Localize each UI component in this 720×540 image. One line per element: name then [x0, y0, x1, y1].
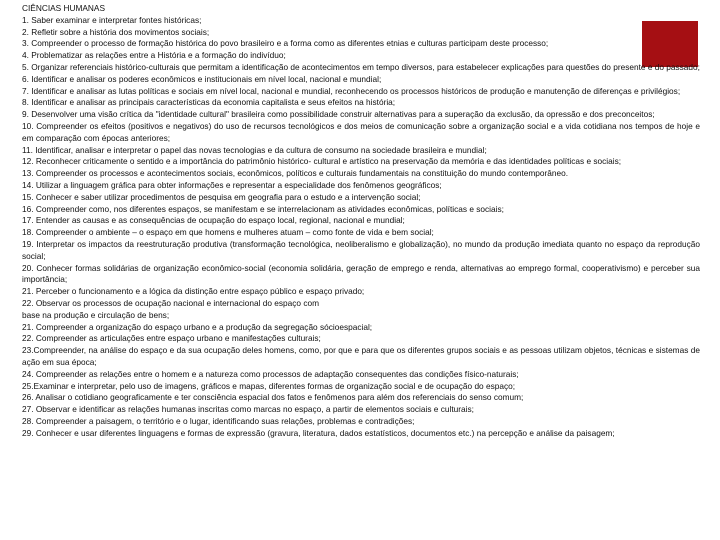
- list-item: 29. Conhecer e usar diferentes linguagens e formas de expressão (gravura, literatura, dados estatísticos, documentos etc.) na percepção e análise da paisagem;: [22, 427, 615, 438]
- list-item: 24. Compreender as relações entre o homem e a natureza como processos de adaptação consequentes das condições físico-naturais;: [22, 368, 519, 379]
- list-item: 22. Observar os processos de ocupação nacional e internacional do espaço com: [22, 297, 320, 308]
- list-item: 20. Conhecer formas solidárias de organização econômico-social (economia solidária, geração de emprego e renda, alternativas ao emprego formal, cooperativismo) e perceber sua importância;: [22, 262, 703, 285]
- list-item: 7. Identificar e analisar as lutas políticas e sociais em nível local, nacional e mundial, reconhecendo os processos históricos de produção e manutenção de diferenças e privilégios;: [22, 85, 681, 96]
- list-item: 9. Desenvolver uma visão crítica da "identidade cultural" brasileira como possibilidade construir alternativas para a superação da exclusão, da opressão e dos preconceitos;: [22, 109, 655, 120]
- list-item: 26. Analisar o cotidiano geograficamente e ter consciência espacial dos fatos e fenômenos para além dos referenciais do senso comum;: [22, 392, 524, 403]
- list-item: 13. Compreender os processos e acontecimentos sociais, econômicos, políticos e culturais fundamentais na constituição do mundo contemporâneo.: [22, 168, 569, 179]
- list-item: 27. Observar e identificar as relações humanas inscritas como marcas no espaço, a partir de elementos sociais e culturais;: [22, 404, 474, 415]
- list-item: 8. Identificar e analisar as principais características da economia capitalista e seus efeitos na história;: [22, 97, 396, 108]
- list-item: 15. Conhecer e saber utilizar procedimentos de pesquisa em geografia para o estudo e a intervenção social;: [22, 191, 421, 202]
- list-item: 6. Identificar e analisar os poderes econômicos e institucionais em nível local, nacional e mundial;: [22, 73, 382, 84]
- list-item: base na produção e circulação de bens;: [22, 309, 170, 320]
- list-item: 19. Interpretar os impactos da reestruturação produtiva (transformação tecnológica, neoliberalismo e globalização), no mundo da produção imediata quanto no espaço da reprodução social;: [22, 238, 703, 261]
- list-item: 28. Compreender a paisagem, o território e o lugar, identificando suas relações, problemas e contradições;: [22, 415, 415, 426]
- list-item: 11. Identificar, analisar e interpretar o papel das novas tecnologias e da cultura de consumo na sociedade brasileira e mundial;: [22, 144, 487, 155]
- list-item: 12. Reconhecer criticamente o sentido e a importância do patrimônio histórico- cultural e artístico na preservação da memória e das identidades políticas e sociais;: [22, 156, 622, 167]
- document-body: [22, 3, 703, 439]
- list-item: 17. Entender as causas e as consequências de ocupação do espaço local, regional, nacional e mundial;: [22, 215, 405, 226]
- list-item: 5. Organizar referenciais histórico-culturais que permitam a identificação de acontecimentos em tempo diversos, para estabelecer explicações para questões do presente e do passado;: [22, 61, 700, 72]
- list-item: 3. Compreender o processo de formação histórica do povo brasileiro e a forma como as diferentes etnias e culturas participam deste processo;: [22, 38, 549, 49]
- list-item: 21. Perceber o funcionamento e a lógica da distinção entre espaço público e espaço privado;: [22, 286, 365, 297]
- list-item: 18. Compreender o ambiente – o espaço em que homens e mulheres atuam – como fonte de vida e bem social;: [22, 227, 434, 238]
- objectives-list: [22, 14, 703, 440]
- document-title: CIÊNCIAS HUMANAS: [22, 3, 105, 13]
- list-item: 2. Refletir sobre a história dos movimentos sociais;: [22, 26, 210, 37]
- list-item: 16. Compreender como, nos diferentes espaços, se manifestam e se interrelacionam as atividades econômicas, políticas e sociais;: [22, 203, 504, 214]
- list-item: 1. Saber examinar e interpretar fontes históricas;: [22, 14, 202, 25]
- list-item: 10. Compreender os efeitos (positivos e negativos) do uso de recursos tecnológicos e dos meios de comunicação sobre a organização social e a vida cotidiana nos tempos de hoje e em comparação com épocas anteriores;: [22, 120, 703, 143]
- list-item: 4. Problematizar as relações entre a História e a formação do indivíduo;: [22, 50, 286, 61]
- list-item: 21. Compreender a organização do espaço urbano e a produção da segregação sócioespacial;: [22, 321, 373, 332]
- list-item: 22. Compreender as articulações entre espaço urbano e manifestações culturais;: [22, 333, 321, 344]
- list-item: 25.Examinar e interpretar, pelo uso de imagens, gráficos e mapas, diferentes formas de organização social e de ocupação do espaço;: [22, 380, 516, 391]
- list-item: 23.Compreender, na análise do espaço e da sua ocupação deles homens, como, por que e para que os diferentes grupos sociais e as pessoas utilizam objetos, técnicas e sistemas de ação em sua época;: [22, 345, 703, 367]
- list-item: 14. Utilizar a linguagem gráfica para obter informações e representar a especialidade dos fenômenos geográficos;: [22, 179, 442, 190]
